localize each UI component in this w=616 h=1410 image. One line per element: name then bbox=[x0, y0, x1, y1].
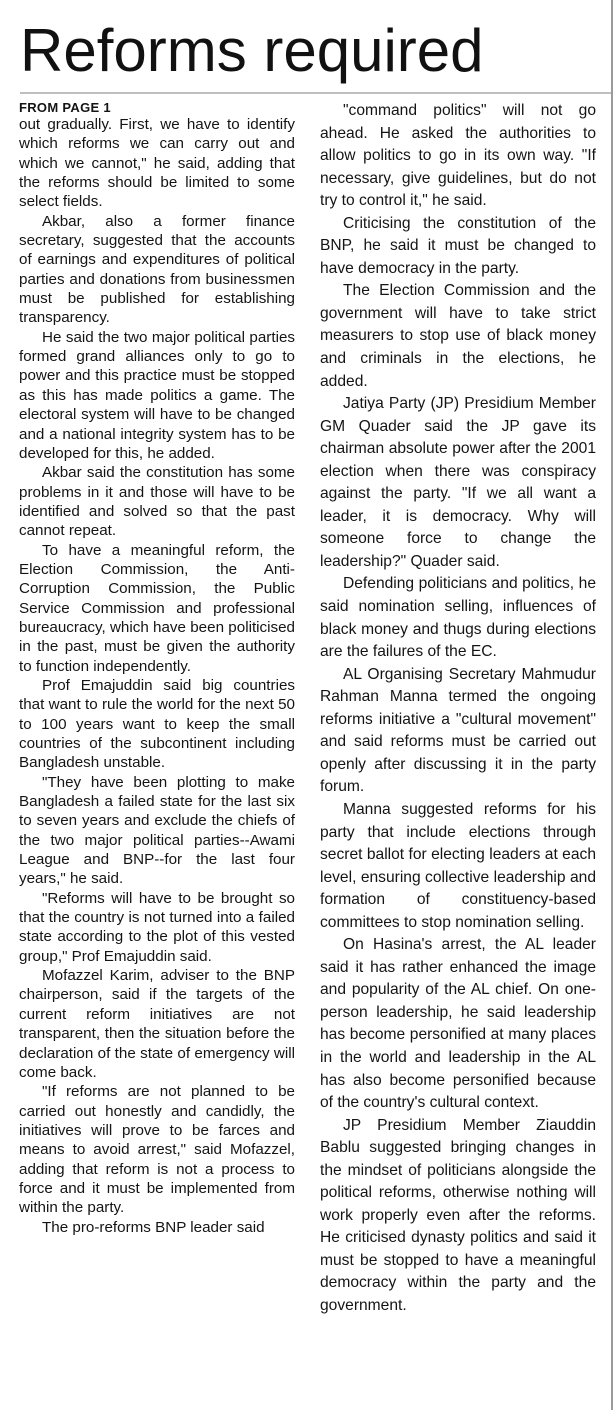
paragraph: "They have been plotting to make Bangladesh a failed state for the last six to seven years and exclude the chiefs of the two major political parties--Awami League and BNP--for the last four years," he said. bbox=[19, 773, 295, 888]
paragraph: out gradually. First, we have to identify which reforms we can carry out and which we cannot," he said, adding that the reforms should be limited to some select fields. bbox=[19, 116, 295, 211]
paragraph: Jatiya Party (JP) Presidium Member GM Quader said the JP gave its chairman absolute power after the 2001 election when there was conspiracy against the party. "If we all want a leader, it is democracy. Why will someone force to change the leadership?" Quader said. bbox=[320, 395, 596, 570]
paragraph: "Reforms will have to be brought so that the country is not turned into a failed state according to the plot of this vested group," Prof Emajuddin said. bbox=[19, 889, 295, 965]
paragraph: Akbar, also a former finance secretary, suggested that the accounts of earnings and expenditures of political parties and donations from businessmen must be published for establishing transparency. bbox=[19, 212, 295, 327]
clipping-edge bbox=[611, 0, 613, 1410]
paragraph: JP Presidium Member Ziauddin Bablu suggested bringing changes in the mindset of politicians alongside the political reforms, otherwise nothing will work properly even after the reforms. He criticised dynasty politics and said it must be stopped to have a meaningful democracy within the party and the government. bbox=[320, 1116, 596, 1314]
paragraph: On Hasina's arrest, the AL leader said it has rather enhanced the image and popularity of the AL chief. On one-person leadership, he said leadership has become personified at many places in the world and leadership in the AL has also become personified because of the country's cultural context. bbox=[320, 936, 596, 1112]
paragraph: Mofazzel Karim, adviser to the BNP chairperson, said if the targets of the current reform initiatives are not transparent, then the situation before the declaration of the state of emergency will come back. bbox=[19, 967, 295, 1081]
paragraph: Criticising the constitution of the BNP, he said it must be changed to have democracy in the party. bbox=[320, 214, 596, 277]
kicker: FROM PAGE 1 bbox=[19, 100, 111, 115]
paragraph: He said the two major political parties formed grand alliances only to go to power and this practice must be stopped as this has made politics a game. The electoral system will have to be changed and a national integrity system has to be developed for this, he added. bbox=[19, 328, 295, 462]
right-column bbox=[320, 100, 596, 1318]
paragraph: To have a meaningful reform, the Election Commission, the Anti-Corruption Commission, the Public Service Commission and professional bureaucracy, which have been politicised in the past, must be given the authority to function independently. bbox=[19, 541, 295, 675]
paragraph: Prof Emajuddin said big countries that want to rule the world for the next 50 to 100 years want to keep the small countries of the subcontinent including Bangladesh unstable. bbox=[19, 676, 295, 772]
paragraph: Manna suggested reforms for his party that include elections through secret ballot for electing leaders at each level, ensuring collective leadership and formation of constituency-based committees to stop nomination selling. bbox=[320, 800, 596, 931]
paragraph: The pro-reforms BNP leader said bbox=[42, 1218, 265, 1236]
paragraph: The Election Commission and the government will have to take strict measurers to stop use of black money and criminals in the elections, he added. bbox=[320, 282, 596, 390]
left-column bbox=[19, 100, 295, 1237]
paragraph: Defending politicians and politics, he said nomination selling, influences of black money and thugs during elections are the failures of the EC. bbox=[320, 575, 596, 661]
paragraph: "command politics" will not go ahead. He asked the authorities to allow politics to go in its own way. "If necessary, give guidelines, but do not try to control it," he said. bbox=[320, 102, 596, 210]
headline-rule bbox=[20, 92, 612, 94]
paragraph: AL Organising Secretary Mahmudur Rahman Manna termed the ongoing reforms initiative a "cultural movement" and said reforms must be carried out openly after discussing it in the party forum. bbox=[320, 665, 596, 796]
paragraph: "If reforms are not planned to be carried out honestly and candidly, the initiatives will prove to be farces and means to avoid arrest," said Mofazzel, adding that reform is not a process to force and it must be implemented from within the party. bbox=[19, 1083, 295, 1217]
paragraph: Akbar said the constitution has some problems in it and those will have to be identified and solved so that the past cannot repeat. bbox=[19, 464, 295, 540]
headline: Reforms required bbox=[20, 17, 484, 84]
